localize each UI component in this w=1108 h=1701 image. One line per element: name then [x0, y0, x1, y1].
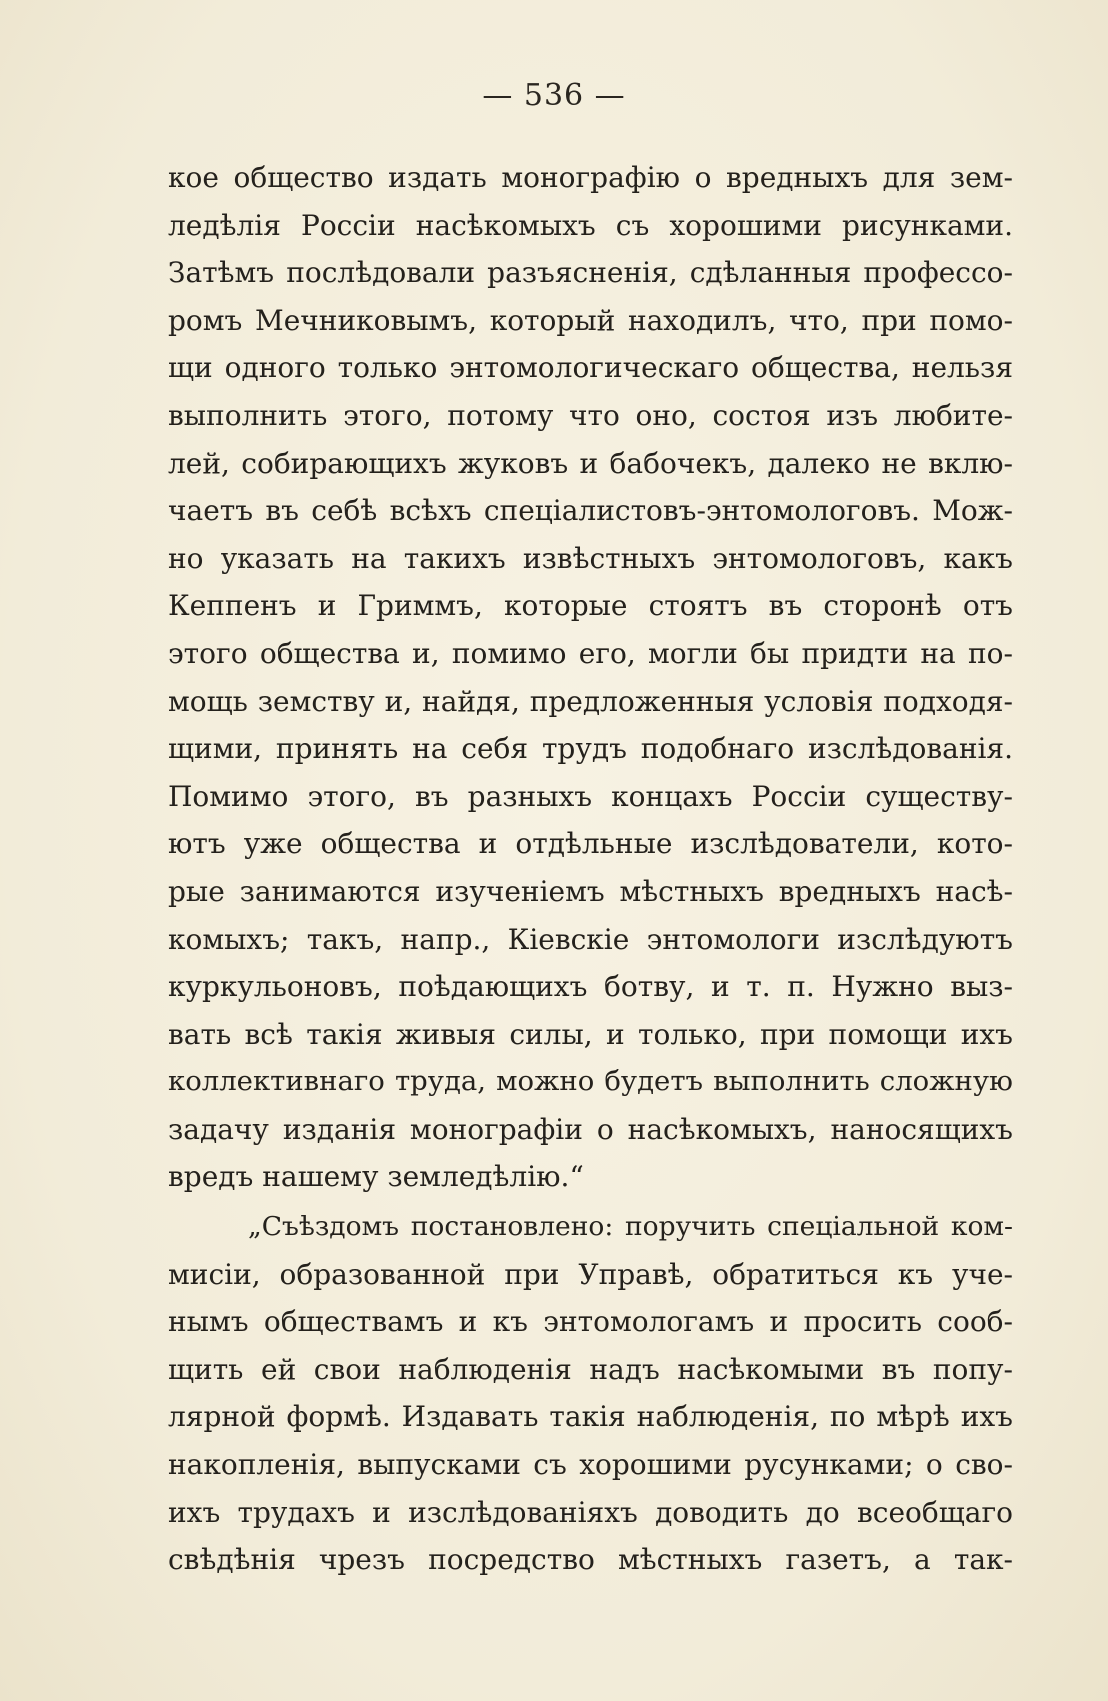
text-line: кое общество издать монографію о вредныхъ для зем-: [168, 161, 1013, 194]
text-line: ютъ уже общества и отдѣльные изслѣдователи, кото-: [168, 827, 1013, 861]
text-line: вать всѣ такія живыя силы, и только, при помощи ихъ: [168, 1017, 1013, 1051]
text-line: задачу изданія монографіи о насѣкомыхъ, наносящихъ: [168, 1112, 1013, 1146]
text-line: Кеппенъ и Гриммъ, которые стоятъ въ сторонѣ отъ: [168, 589, 1013, 623]
text-line: щить ей свои наблюденія надъ насѣкомыми въ попу-: [168, 1352, 1013, 1386]
text-line: свѣдѣнія чрезъ посредство мѣстныхъ газетъ, а так-: [168, 1543, 1013, 1577]
text-line: куркульоновъ, поѣдающихъ ботву, и т. п. Нужно выз-: [168, 970, 1013, 1004]
text-line: но указать на такихъ извѣстныхъ энтомологовъ, какъ: [168, 541, 1013, 575]
text-line: ихъ трудахъ и изслѣдованіяхъ доводить до всеобщаго: [168, 1495, 1013, 1529]
text-line: нымъ обществамъ и къ энтомологамъ и просить сооб-: [168, 1305, 1013, 1339]
text-line: рые занимаются изученіемъ мѣстныхъ вредныхъ насѣ-: [168, 874, 1013, 908]
text-line: выполнить этого, потому что оно, состоя изъ любите-: [168, 398, 1013, 432]
page-number: — 536 —: [482, 78, 626, 113]
text-line: этого общества и, помимо его, могли бы придти на по-: [168, 636, 1013, 670]
text-line: лей, собирающихъ жуковъ и бабочекъ, далеко не вклю-: [168, 446, 1013, 480]
text-line: вредъ нашему земледѣлію.“: [168, 1160, 584, 1194]
text-line: накопленія, выпусками съ хорошими русунками; о сво-: [168, 1448, 1013, 1482]
paragraph-2: [168, 1203, 1013, 1584]
text-line: „Съѣздомъ постановлено: поручить спеціальной ком-: [248, 1211, 1013, 1243]
paragraph-1: [168, 154, 1013, 1201]
text-line: лярной формѣ. Издавать такія наблюденія, по мѣрѣ ихъ: [168, 1400, 1013, 1434]
text-line: Помимо этого, въ разныхъ концахъ Россіи существу-: [168, 779, 1013, 813]
text-line: ледѣлія Россіи насѣкомыхъ съ хорошими рисунками.: [168, 208, 1013, 242]
text-line: чаетъ въ себѣ всѣхъ спеціалистовъ-энтомологовъ. Мож-: [168, 494, 1013, 528]
text-line: щи одного только энтомологическаго общества, нельзя: [168, 351, 1013, 385]
text-line: ромъ Мечниковымъ, который находилъ, что, при помо-: [168, 303, 1013, 337]
body-text: [168, 154, 1013, 1584]
text-line: мощь земству и, найдя, предложенныя условія подходя-: [168, 684, 1013, 718]
text-line: мисіи, образованной при Управѣ, обратиться къ уче-: [168, 1257, 1013, 1291]
text-line: щими, принять на себя трудъ подобнаго изслѣдованія.: [168, 732, 1013, 766]
text-line: Затѣмъ послѣдовали разъясненія, сдѣланныя профессо-: [168, 256, 1013, 290]
text-line: комыхъ; такъ, напр., Кіевскіе энтомологи изслѣдуютъ: [168, 922, 1013, 956]
text-line: коллективнаго труда, можно будетъ выполнить сложную: [168, 1065, 1013, 1098]
